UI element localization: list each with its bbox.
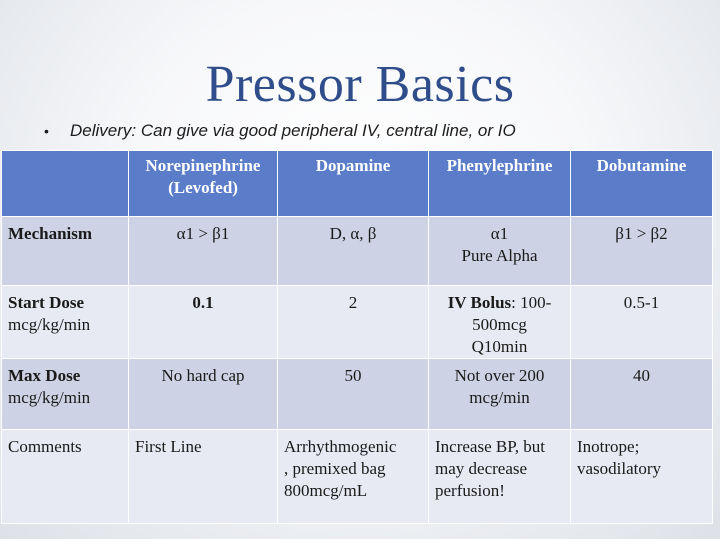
header-row <box>2 151 713 217</box>
header-norepinephrine-name: Norepinephrine <box>145 156 261 175</box>
start-dose-norepinephrine: 0.1 <box>129 286 278 359</box>
start-dose-unit: mcg/kg/min <box>8 315 91 334</box>
header-phenylephrine: Phenylephrine <box>429 151 571 217</box>
header-norepinephrine-alias: (Levofed) <box>168 178 238 197</box>
comments-row <box>2 430 713 524</box>
mechanism-row <box>2 217 713 286</box>
start-dose-dobutamine: 0.5-1 <box>571 286 713 359</box>
max-dose-unit: mcg/kg/min <box>8 388 91 407</box>
comments-phenylephrine: Increase BP, but may decrease perfusion! <box>429 430 571 524</box>
mechanism-label: Mechanism <box>2 217 129 286</box>
mechanism-phenylephrine-receptor: α1 <box>490 224 509 243</box>
max-dose-label: Max Dose mcg/kg/min <box>2 359 129 430</box>
mechanism-dopamine: D, α, β <box>278 217 429 286</box>
start-dose-row <box>2 286 713 359</box>
mechanism-phenylephrine-note: Pure Alpha <box>461 246 538 265</box>
header-dobutamine: Dobutamine <box>571 151 713 217</box>
start-dose-phenylephrine: IV Bolus: 100- 500mcg Q10min <box>429 286 571 359</box>
header-dopamine: Dopamine <box>278 151 429 217</box>
max-dose-row <box>2 359 713 430</box>
bullet-icon: • <box>44 123 49 139</box>
pressor-table <box>1 150 713 524</box>
mechanism-phenylephrine <box>429 217 571 286</box>
comments-dobutamine: Inotrope; vasodilatory <box>571 430 713 524</box>
max-dose-norepinephrine: No hard cap <box>129 359 278 430</box>
max-dose-dobutamine: 40 <box>571 359 713 430</box>
max-dose-phenylephrine: Not over 200 mcg/min <box>429 359 571 430</box>
delivery-text: Delivery: Can give via good peripheral IV, central line, or IO <box>70 121 516 140</box>
delivery-bullet <box>44 121 516 141</box>
comments-label: Comments <box>2 430 129 524</box>
mechanism-dobutamine: β1 > β2 <box>571 217 713 286</box>
mechanism-norepinephrine: α1 > β1 <box>129 217 278 286</box>
header-corner <box>2 151 129 217</box>
start-dose-dopamine: 2 <box>278 286 429 359</box>
start-dose-label: Start Dose mcg/kg/min <box>2 286 129 359</box>
max-dose-dopamine: 50 <box>278 359 429 430</box>
header-norepinephrine <box>129 151 278 217</box>
comments-dopamine: Arrhythmogenic , premixed bag 800mcg/mL <box>278 430 429 524</box>
slide-title: Pressor Basics <box>205 56 515 113</box>
comments-norepinephrine: First Line <box>129 430 278 524</box>
